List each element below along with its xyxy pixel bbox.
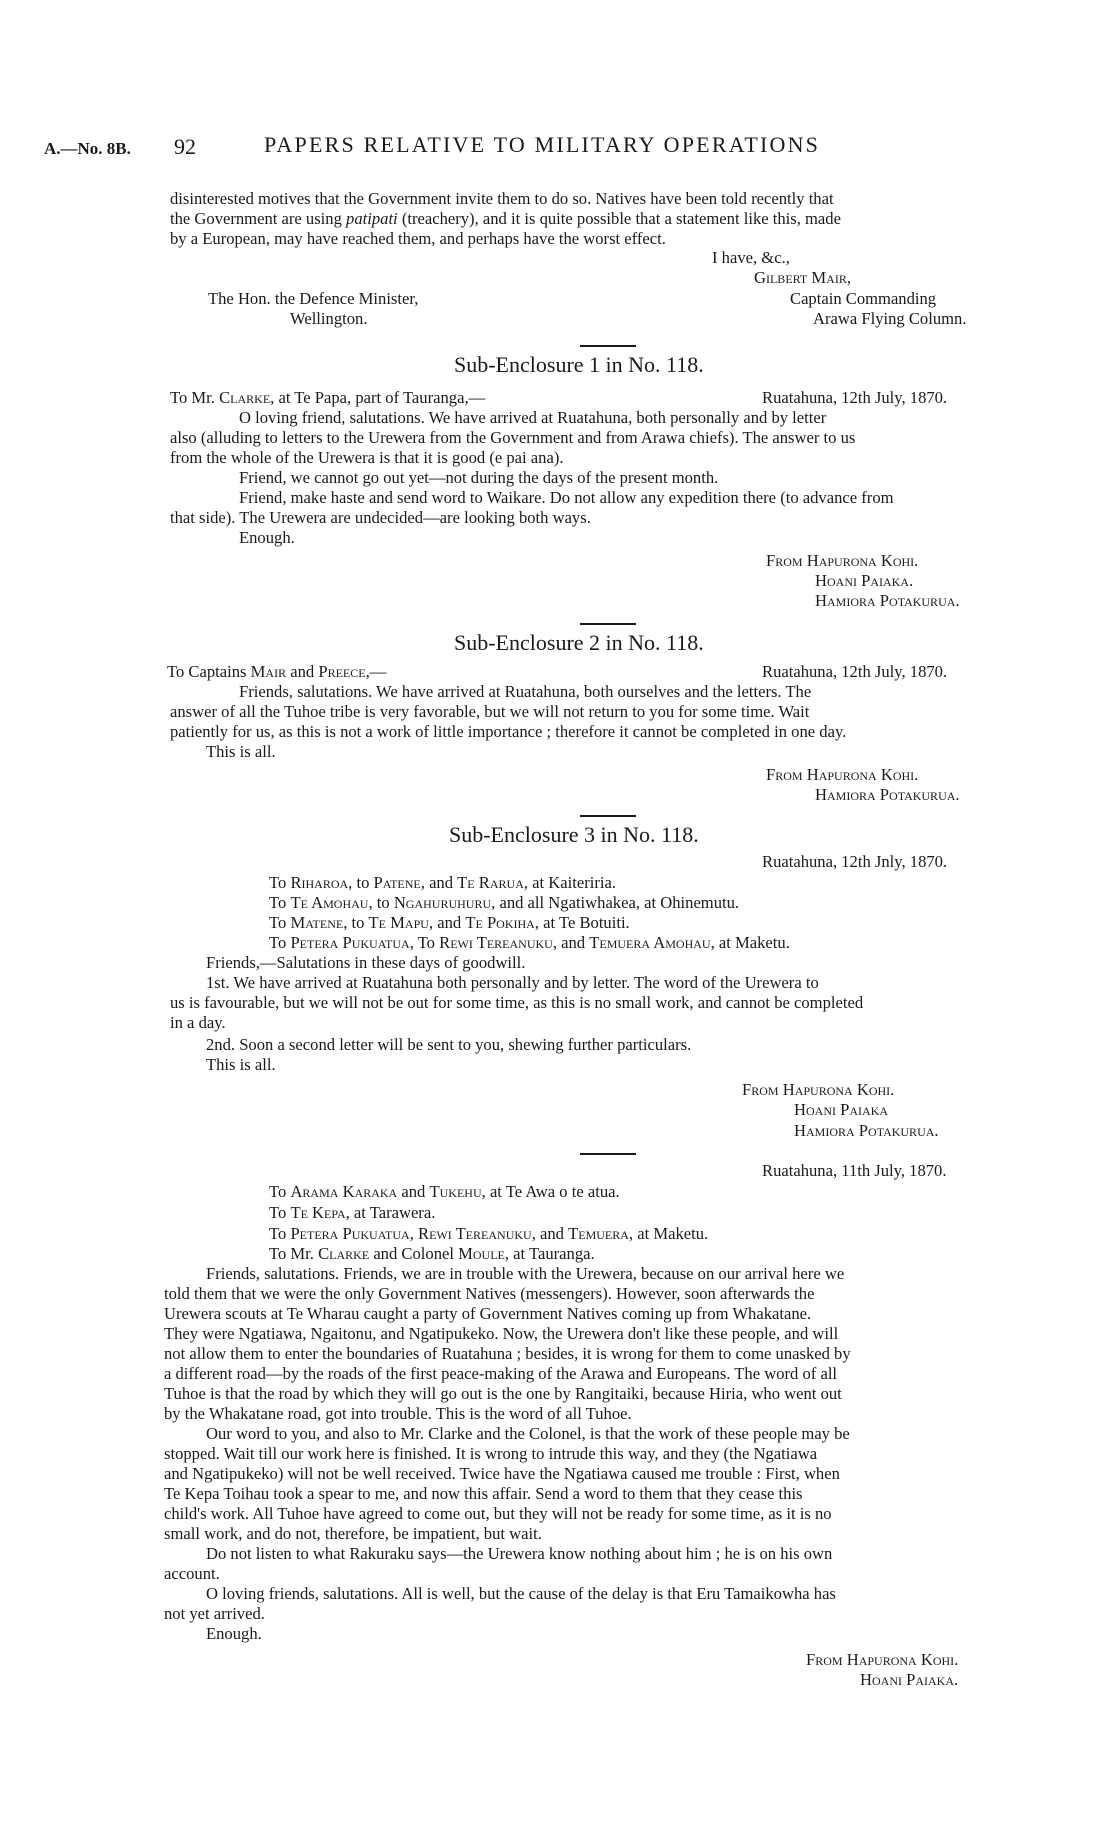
letter4-body-3: Urewera scouts at Te Wharau caught a party of Government Natives coming up from Whakatane.	[164, 1304, 812, 1323]
sub1-heading: Sub-Enclosure 1 in No. 118.	[454, 352, 704, 377]
letter4-body-14: small work, and do not, therefore, be impatient, but wait.	[164, 1524, 542, 1543]
letter4-body-15: Do not listen to what Rakuraku says—the Urewera know nothing about him ; he is on his own	[206, 1544, 833, 1563]
section-rule	[580, 815, 636, 817]
sub2-heading: Sub-Enclosure 2 in No. 118.	[454, 630, 704, 655]
intro-line-2	[170, 209, 841, 228]
sub3-addressee-2: To Te Amohau, to Ngahuruhuru, and all Ngatiwhakea, at Ohinemutu.	[269, 893, 740, 912]
letter4-addressee-2: To Te Kepa, at Tarawera.	[269, 1203, 436, 1222]
sub1-to	[170, 388, 485, 407]
letter4-signature-2: Hoani Paiaka.	[860, 1670, 959, 1689]
sub3-signature-2: Hoani Paiaka	[794, 1100, 889, 1119]
letter4-signature-1: From Hapurona Kohi.	[806, 1650, 959, 1669]
letter4-body-9: Our word to you, and also to Mr. Clarke and the Colonel, is that the work of these people may be	[206, 1424, 850, 1443]
letter4-body-5: not allow them to enter the boundaries of Ruatahuna ; besides, it is wrong for them to come unasked by	[164, 1344, 851, 1363]
section-rule	[580, 623, 636, 625]
sub2-body-4: This is all.	[206, 742, 276, 761]
letter4-body-12: Te Kepa Toihau took a spear to me, and now this affair. Send a word to them that they cease this	[164, 1484, 803, 1503]
sub3-body-3: us is favourable, but we will not be out for some time, as this is no small work, and cannot be completed	[170, 993, 864, 1012]
intro-line-3: by a European, may have reached them, and perhaps have the worst effect.	[170, 229, 666, 248]
sub3-body-6: This is all.	[206, 1055, 276, 1074]
sub1-body-1: O loving friend, salutations. We have arrived at Ruatahuna, both personally and by letter	[239, 408, 827, 427]
letter4-body-13: child's work. All Tuhoe have agreed to come out, but they will not be ready for some time, as it is no	[164, 1504, 832, 1523]
sub1-body-7: Enough.	[239, 528, 295, 547]
sub3-body-5: 2nd. Soon a second letter will be sent to you, shewing further particulars.	[206, 1035, 692, 1054]
section-rule	[580, 1153, 636, 1155]
letter4-body-7: Tuhoe is that the road by which they will go out is the one by Rangitaiki, because Hiria, who went out	[164, 1384, 842, 1403]
letter4-date: Ruatahuna, 11th July, 1870.	[762, 1161, 947, 1180]
section-rule	[580, 345, 636, 347]
letter4-body-17: O loving friends, salutations. All is well, but the cause of the delay is that Eru Tamaikowha has	[206, 1584, 836, 1603]
sub1-date: Ruatahuna, 12th July, 1870.	[762, 388, 948, 407]
sub3-signature-1: From Hapurona Kohi.	[742, 1080, 895, 1099]
sub1-body-2: also (alluding to letters to the Urewera from the Government and from Arawa chiefs). The answer to us	[170, 428, 856, 447]
signer-name: Gilbert Mair,	[754, 268, 851, 287]
sub3-date: Ruatahuna, 12th Jnly, 1870.	[762, 852, 948, 871]
running-title: PAPERS RELATIVE TO MILITARY OPERATIONS	[264, 132, 821, 157]
sub3-body-1: Friends,—Salutations in these days of goodwill.	[206, 953, 526, 972]
letter4-body-1: Friends, salutations. Friends, we are in trouble with the Urewera, because on our arrival here we	[206, 1264, 845, 1283]
sub1-signature-2: Hoani Paiaka.	[815, 571, 914, 590]
signer-title-1: Captain Commanding	[790, 289, 937, 308]
sub3-heading: Sub-Enclosure 3 in No. 118.	[449, 822, 699, 847]
sub2-to-text: To Captains Mair and Preece,—	[167, 662, 387, 681]
sub1-body-6: that side). The Urewera are undecided—are looking both ways.	[170, 508, 591, 527]
sub1-signature-3: Hamiora Potakurua.	[815, 591, 960, 610]
sub2-signature-2: Hamiora Potakurua.	[815, 785, 960, 804]
sub2-body-2: answer of all the Tuhoe tribe is very favorable, but we will not return to you for some time. Wait	[170, 702, 810, 721]
sub2-body-3: patiently for us, as this is not a work of little importance ; therefore it cannot be completed in one day.	[170, 722, 847, 741]
sub3-signature-3: Hamiora Potakurua.	[794, 1121, 939, 1140]
sub2-body-1: Friends, salutations. We have arrived at Ruatahuna, both ourselves and the letters. The	[239, 682, 812, 701]
sub1-body-4: Friend, we cannot go out yet—not during the days of the present month.	[239, 468, 719, 487]
sub3-body-2: 1st. We have arrived at Ruatahuna both personally and by letter. The word of the Urewera to	[206, 973, 819, 992]
sub3-body-4: in a day.	[170, 1013, 226, 1032]
sub3-addressee-1: To Riharoa, to Patene, and Te Rarua, at Kaiteriria.	[269, 873, 617, 892]
letter4-addressee-3: To Petera Pukuatua, Rewi Tereanuku, and Temuera, at Maketu.	[269, 1224, 709, 1243]
signer-title-2: Arawa Flying Column.	[813, 309, 967, 328]
letter4-body-19: Enough.	[206, 1624, 262, 1643]
sub1-signature-1: From Hapurona Kohi.	[766, 551, 919, 570]
sub1-body-3: from the whole of the Urewera is that it is good (e pai ana).	[170, 448, 564, 467]
letter4-body-10: stopped. Wait till our work here is finished. It is wrong to intrude this way, and they (the Ngatiawa	[164, 1444, 818, 1463]
letter4-body-18: not yet arrived.	[164, 1604, 265, 1623]
sub2-date: Ruatahuna, 12th July, 1870.	[762, 662, 948, 681]
letter4-body-8: by the Whakatane road, got into trouble. This is the word of all Tuhoe.	[164, 1404, 632, 1423]
letter4-body-11: and Ngatipukeko) will not be well received. Twice have the Ngatiawa caused me trouble : First, when	[164, 1464, 840, 1483]
sub1-body-5: Friend, make haste and send word to Waikare. Do not allow any expedition there (to advance from	[239, 488, 894, 507]
letter4-body-4: They were Ngatiawa, Ngaitonu, and Ngatipukeko. Now, the Urewera don't like these people, and will	[164, 1324, 839, 1343]
intro-line-1: disinterested motives that the Government invite them to do so. Natives have been told recently that	[170, 189, 834, 208]
intro-line-2-start: the Government are using	[170, 209, 347, 228]
sub2-signature-1: From Hapurona Kohi.	[766, 765, 919, 784]
addressee-city: Wellington.	[290, 309, 368, 328]
sub1-to-text: To Mr. Clarke, at Te Papa, part of Tauranga,—	[170, 388, 486, 407]
letter4-body-6: a different road—by the roads of the first peace-making of the Arawa and Europeans. The word of all	[164, 1364, 838, 1383]
closing-phrase: I have, &c.,	[712, 248, 790, 267]
letter4-addressee-1: To Arama Karaka and Tukehu, at Te Awa o te atua.	[269, 1182, 620, 1201]
sub3-addressee-4: To Petera Pukuatua, To Rewi Tereanuku, and Temuera Amohau, at Maketu.	[269, 933, 790, 952]
intro-line-2-end: (treachery), and it is quite possible that a statement like this, made	[397, 209, 841, 228]
letter4-addressee-4: To Mr. Clarke and Colonel Moule, at Tauranga.	[269, 1244, 595, 1263]
sub3-addressee-3: To Matene, to Te Mapu, and Te Pokiha, at Te Botuiti.	[269, 913, 630, 932]
page-number: 92	[174, 134, 196, 159]
sub2-to	[167, 662, 386, 681]
addressee-minister: The Hon. the Defence Minister,	[208, 289, 419, 308]
patipati-word: patipati	[346, 209, 398, 228]
header-ref: A.—No. 8B.	[44, 139, 131, 158]
letter4-body-16: account.	[164, 1564, 220, 1583]
letter4-body-2: told them that we were the only Government Natives (messengers). However, soon afterwards the	[164, 1284, 815, 1303]
